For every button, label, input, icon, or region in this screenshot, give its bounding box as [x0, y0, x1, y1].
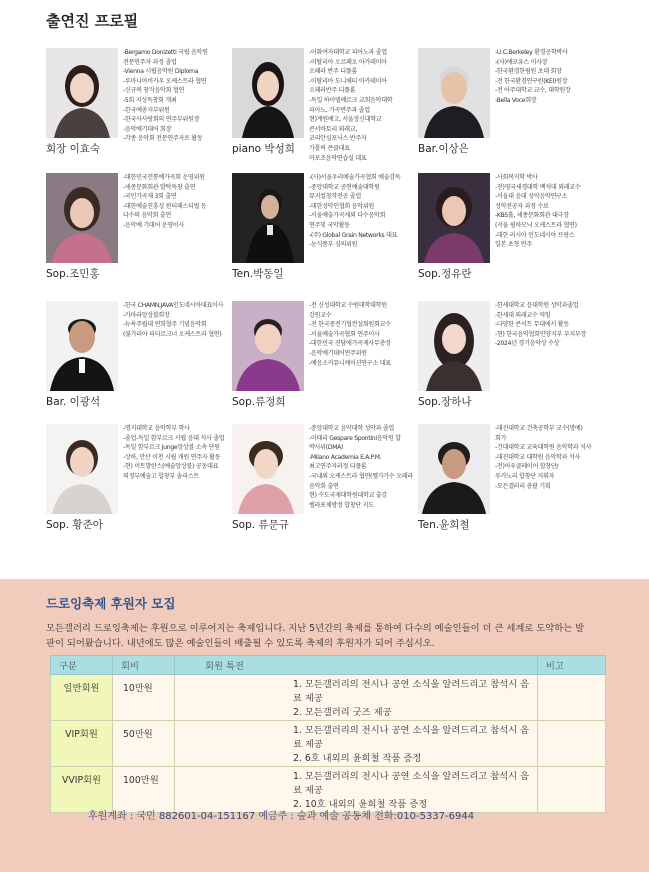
performer-name: Sop.정유란 — [418, 268, 472, 280]
profile-card — [418, 301, 604, 421]
career-item: -현) 이트발란스(예술앙상블) 공동대표 — [123, 463, 219, 471]
career-item: -현) 한국음악협회인양지부 부지부장 — [495, 330, 587, 338]
sponsor-intro — [46, 622, 606, 651]
career-item: -한국예총지부위원 — [123, 106, 170, 114]
career-item: 최고연주자과정 디플롬 — [309, 463, 367, 471]
profile-card — [418, 48, 604, 168]
career-item: 강원교수 — [309, 311, 332, 319]
header-grade: 구분 — [51, 656, 113, 675]
benefit-item: 1. 모든갤러리의 전시나 공연 소식을 알려드리고 참석시 음료 제공 — [293, 725, 530, 750]
career-item: -예음소커뮤니케이션연구소 대표 — [309, 359, 391, 367]
career-item: 음악회 출연 — [309, 482, 339, 490]
career-item: -한세대 외래교수 역임 — [495, 311, 551, 319]
career-item: -전 신성대학교 수원대학대학원 — [309, 302, 387, 309]
career-item: -사회복지학 박사 — [495, 174, 538, 181]
career-list — [309, 173, 421, 250]
career-item: -신규복 창작음악회 협연 — [123, 87, 185, 95]
career-item: 회가 — [495, 434, 507, 442]
career-item: 전문연주자 과정 졸업 — [123, 58, 177, 66]
career-item: -대한민국전통예가곡회 운영위원 — [123, 174, 205, 181]
portrait-photo — [418, 301, 490, 391]
profile-row — [46, 48, 606, 173]
career-list — [495, 301, 607, 349]
career-item: 뮤지컬창작전공 졸업 — [309, 193, 361, 201]
career-item: -Vienna 시립음악원 Diploma — [123, 68, 199, 76]
career-item: -한국사사랑회의 연주부위원장 — [123, 116, 200, 124]
career-list — [309, 424, 421, 510]
portrait-photo — [418, 173, 490, 263]
portrait-photo — [46, 424, 118, 514]
career-item: -한국환경한림원 초대 회장 — [495, 68, 562, 76]
career-list — [123, 301, 235, 339]
benefit-item: 1. 모든갤러리의 전시나 공연 소식을 알려드리고 참석시 음료 제공 — [293, 771, 530, 796]
profile-card — [232, 301, 418, 421]
career-item: -중앙대학교 음악대학 성악과 졸업 — [309, 425, 395, 432]
career-item: -졸업-독일 함부르크 시립 음대 석사 졸업 — [123, 434, 225, 442]
career-item: -한세대학교 음대학원 성악과졸업 — [495, 302, 579, 309]
fee-cell: 100만원 — [113, 767, 175, 813]
career-item: 오페라 반주 디플롬 — [309, 68, 357, 76]
sponsor-section — [0, 579, 649, 872]
career-item: -(주) Global Grain Networks 대표 — [309, 231, 398, 239]
portrait-photo — [232, 48, 304, 138]
career-item: -Bergamo Donizetti 국립 음악원 — [123, 49, 208, 56]
career-item: -Bella Voce회장 — [495, 96, 537, 104]
career-list — [309, 48, 421, 163]
career-item: (불가리아 피터르크너 오케스트라 협연) — [123, 330, 222, 338]
career-item: -대진대학교 건축공학부 교수(명예) — [495, 425, 583, 432]
portrait-photo — [232, 173, 304, 263]
career-item: 오페라반주 디플롬 — [309, 87, 356, 95]
profile-card — [418, 173, 604, 293]
profile-row — [46, 301, 606, 424]
career-item: (서울 필하모닉 오케스트라 협연) — [495, 221, 577, 229]
career-item: -대한성악인협회 음악위원 — [309, 202, 374, 210]
fee-cell: 50만원 — [113, 721, 175, 767]
career-item: 의정부예술고 합창부 솔리스트 — [123, 472, 199, 480]
career-item: 마포조음악연습실 대표 — [309, 154, 367, 162]
profile-card — [232, 173, 418, 293]
performer-name: Bar. 이광석 — [46, 396, 101, 408]
note-cell — [538, 675, 606, 721]
career-item: -대진대학교 대학원 음악학과 석사 — [495, 453, 581, 461]
career-item: -(사)에코유스 이사장 — [495, 58, 548, 66]
page-title: 출연진 프로필 — [46, 12, 139, 30]
performer-name: Bar.이상은 — [418, 143, 469, 155]
fee-cell: 10만원 — [113, 675, 175, 721]
note-cell — [538, 767, 606, 813]
sponsor-account-info: 후원계좌 : 국민 882601-04-151167 예금주 : 숲과 예술 공동체 전화:010-5337-6944 — [88, 811, 475, 822]
performer-name: Sop.류정희 — [232, 396, 286, 408]
career-item: -건대대학교 교육대학원 음악학과 석사 — [495, 444, 592, 452]
career-item: -U.C.Berkeley 환경공학박사 — [495, 49, 568, 56]
portrait-photo — [232, 301, 304, 391]
career-item: -다양한 콘서트 무대에서 활동 — [495, 321, 569, 329]
career-item: -서울예술가곡협회 연주이사 — [309, 330, 380, 338]
header-benefit: 회원 특전 — [175, 656, 538, 675]
career-item: -음악예기대어연주위원 — [309, 349, 367, 357]
career-item: -농식품부 심의위원 — [309, 241, 358, 249]
note-cell — [538, 721, 606, 767]
career-item: 일본 초청 연주 — [495, 241, 532, 249]
intro-line: 모든갤러리 드로잉축제는 후원으로 이루어지는 축제입니다. 지난 5년간의 축제를 통하여 다수의 예술인들이 더 큰 세계로 도약하는 발 — [46, 623, 585, 634]
career-item: -Milano Academia E.A.P.M. — [309, 453, 382, 461]
career-list — [309, 301, 421, 368]
profile-card — [232, 424, 418, 544]
career-list — [495, 424, 607, 491]
profile-card — [46, 173, 232, 293]
grade-cell: VVIP회원 — [51, 767, 113, 813]
benefit-cell — [175, 767, 538, 813]
portrait-photo — [46, 173, 118, 263]
table-row — [51, 675, 606, 721]
header-fee: 회비 — [113, 656, 175, 675]
career-item: 현) 수도국제대학원대학교 출강 — [309, 492, 387, 500]
career-item: -모든갤러리 총괄 기획 — [495, 482, 551, 490]
portrait-photo — [46, 48, 118, 138]
profile-card — [46, 48, 232, 168]
performer-name: Sop. 류문규 — [232, 519, 289, 531]
table-header-row — [51, 656, 606, 675]
career-list — [123, 173, 235, 231]
profile-card — [232, 48, 418, 168]
profile-grid — [46, 48, 606, 558]
portrait-photo — [418, 48, 490, 138]
benefit-cell — [175, 675, 538, 721]
career-list — [123, 424, 235, 482]
performer-name: Sop. 황준아 — [46, 519, 103, 531]
career-item: 콘서바토리 외래교, — [309, 125, 357, 133]
career-item: -독일 함부르크 Junge앙상블 소속 단원 — [123, 444, 220, 452]
career-item: -국민가곡제 3회 출연 — [123, 193, 177, 201]
career-item: 연주및 국악활동 — [309, 221, 350, 229]
career-item: -이태리 Gespare Spontini음악원 합 — [309, 434, 401, 442]
career-item: 가톨릭 콘클대표 — [309, 144, 350, 152]
benefit-item: 2. 6호 내외의 윤희철 작품 증정 — [293, 753, 422, 764]
career-item: -대한 러시아 인도네시아 프랑스 — [495, 231, 575, 239]
career-item: -루마니아비카우 오케스트라 협연 — [123, 77, 207, 85]
career-item: -5회 지성독창회 개최 — [123, 96, 177, 104]
career-list — [495, 173, 607, 250]
portrait-photo — [232, 424, 304, 514]
career-item: -음악예기대어 회장 — [123, 125, 172, 133]
career-item: -카마라앙상블회장 — [123, 311, 170, 319]
career-item: -음악예 기대어 운영이사 — [123, 221, 185, 229]
career-item: -대한민국 진담에가곡제사무총장 — [309, 340, 391, 348]
career-item: -전 아주대학교 교수, 대학원장 — [495, 87, 571, 95]
profile-card — [418, 424, 604, 544]
career-item: 현)계원예고, 서울장신대학교 — [309, 116, 382, 124]
career-item: -세종문화회관 발탁독창 출연 — [123, 183, 196, 191]
career-item: -뉴욕주립대 연희협주 기념음악회 — [123, 321, 207, 329]
portrait-photo — [418, 424, 490, 514]
benefit-item: 1. 모든갤러리의 전시나 공연 소식을 알려드리고 참석시 음료 제공 — [293, 679, 530, 704]
header-note: 비고 — [538, 656, 606, 675]
career-item: -각종 음악회 전문연주자로 활동 — [123, 135, 203, 143]
career-item: -명지대학교 음악학부 학사 — [123, 425, 190, 432]
career-item: 벨라포체방정 합창단 지도 — [309, 501, 374, 509]
portrait-photo — [46, 301, 118, 391]
career-item: -중앙대학교 공연예술대학원 — [309, 183, 380, 191]
benefit-item: 2. 모든갤러리 굿즈 제공 — [293, 707, 392, 718]
career-item: -전)아우클레이어 합창단/ — [495, 463, 559, 471]
career-item: 루카노리 합창단 지휘자 — [495, 472, 555, 480]
career-item: -이탈리아 도니체티 아카데미아 — [309, 77, 387, 85]
career-item: -서울예술가곡제외 다수음악회 — [309, 212, 386, 220]
performer-name: 회장 이효숙 — [46, 143, 101, 155]
table-row — [51, 721, 606, 767]
career-item: -(사)서울우리예술가곡협회 예술감독 — [309, 174, 401, 181]
profile-card — [46, 424, 232, 544]
career-item: 코리안심포닉스 반주자 — [309, 135, 367, 143]
profile-row — [46, 173, 606, 301]
career-item: -전 한국환경연구원(KEI)원장 — [495, 77, 568, 85]
career-item: -상하, 안산 이천 시립 개원 연주자 활동 — [123, 453, 221, 461]
career-item: -전 한국중전기협컨설회원회교수 — [309, 321, 391, 329]
career-item: -한국 CHAMN,JAVA인도네시아대표이사 — [123, 302, 224, 309]
performer-name: Ten.박동일 — [232, 268, 284, 280]
performer-name: Sop.장하나 — [418, 396, 472, 408]
career-list — [495, 48, 607, 106]
career-item: -2024년 경기음악상 수상 — [495, 340, 560, 348]
sponsor-title: 드로잉축제 후원자 모집 — [46, 596, 176, 611]
career-item: -국내외 오케스트라 협연(헬가가수 오페라 — [309, 472, 413, 480]
benefit-item: 2. 10호 내외의 윤희철 작품 증정 — [293, 799, 428, 810]
performer-name: Sop.조민홍 — [46, 268, 100, 280]
grade-cell: VIP회원 — [51, 721, 113, 767]
career-item: 피아노, 가곡반주과 졸업 — [309, 106, 370, 114]
career-item: -이탈리아 오르페오 아카데미아 — [309, 58, 387, 66]
profile-row — [46, 424, 606, 558]
career-item: -독일 하이델베르크 교회음악대학 — [309, 96, 393, 104]
career-item: -대한예술진흥성 윈터페스티벌 등 — [123, 202, 207, 210]
career-item: -서울대 음대 성악음악연구소 — [495, 193, 568, 201]
intro-line: 판이 되어왔습니다. 내년에도 많은 예술인들이 배출될 수 있도록 축제의 후원자가 되어 주십시오. — [46, 637, 435, 649]
career-item: 다수의 음악회 출연 — [123, 212, 171, 220]
performer-name: Ten.윤희철 — [418, 519, 470, 531]
profile-card — [46, 301, 232, 421]
career-list — [123, 48, 235, 144]
career-item: -전)영국세경대학 백석대 외래교수 — [495, 183, 581, 191]
performer-name: piano 박성희 — [232, 143, 295, 155]
career-item: 성악전공자 과정 수료 — [495, 202, 549, 210]
table-row — [51, 767, 606, 813]
career-item: -이화여자대학교 피아노과 졸업 — [309, 49, 387, 56]
career-item: -KBS홀, 세종문화회관 대극장 — [495, 212, 569, 220]
grade-cell: 일반회원 — [51, 675, 113, 721]
membership-table — [50, 655, 606, 813]
career-item: 박사위(DMA) — [309, 444, 344, 452]
benefit-cell — [175, 721, 538, 767]
